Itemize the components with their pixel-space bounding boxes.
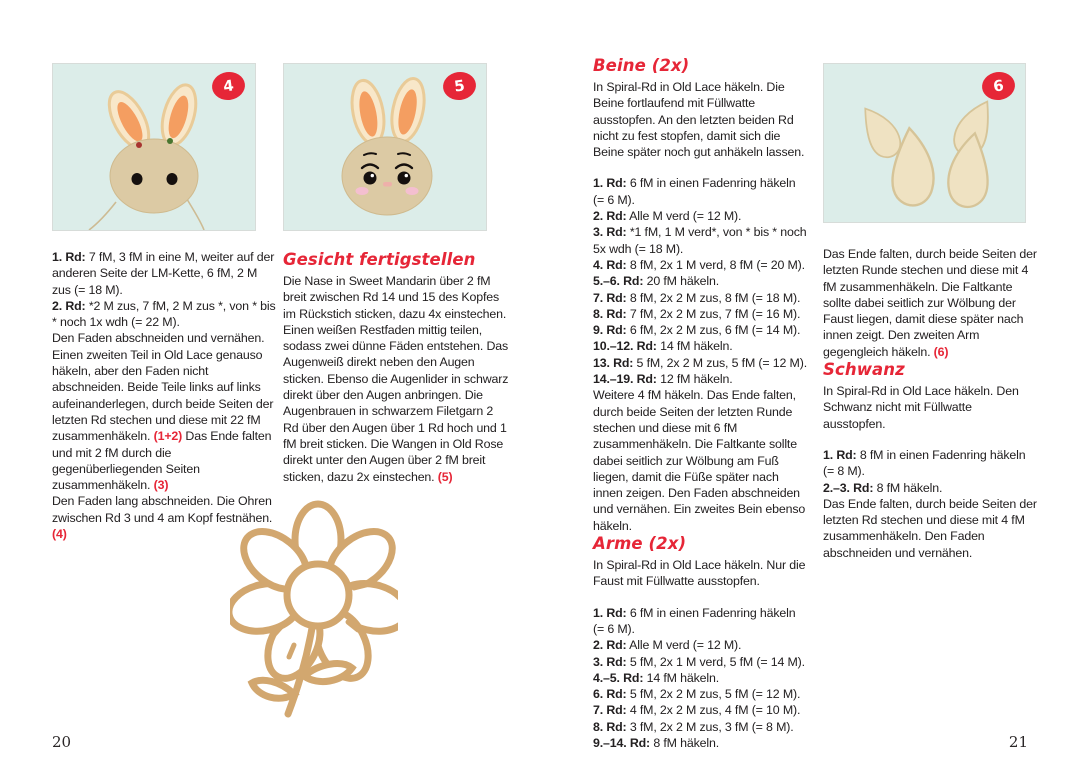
pattern-row: 2. Rd: *2 M zus, 7 fM, 2 M zus *, von * bis * noch 1x wdh (= 22 M). — [52, 298, 276, 330]
photo-bunny-head-face — [283, 63, 487, 231]
step-badge-4: 4 — [210, 70, 247, 102]
pattern-row: 1. Rd: 6 fM in einen Fadenring häkeln (= 6 M). — [593, 605, 796, 636]
column-face-finishing — [283, 250, 509, 485]
instruction-paragraph: In Spiral-Rd in Old Lace häkeln. Den Schwanz nicht mit Füllwatte ausstopfen. — [823, 384, 1019, 431]
instruction-paragraph: In Spiral-Rd in Old Lace häkeln. Nur die Faust mit Füllwatte ausstopfen. — [593, 558, 806, 589]
pattern-row: 9. Rd: 6 fM, 2x 2 M zus, 6 fM (= 14 M). — [593, 323, 801, 338]
pattern-rows-arme — [593, 605, 809, 752]
instruction-paragraph: Das Ende falten, durch beide Seiten der letzten Rd stechen und diese mit 4 fM zusammenhäkeln. Den Faden abschneiden und vernähen. — [823, 496, 1037, 560]
step-badge-6: 6 — [980, 70, 1017, 102]
pattern-row: 7. Rd: 4 fM, 2x 2 M zus, 4 fM (= 10 M). — [593, 703, 801, 718]
page-number-right: 21 — [1008, 733, 1028, 751]
pattern-row: 13. Rd: 5 fM, 2x 2 M zus, 5 fM (= 12 M). — [593, 355, 807, 370]
pattern-row: 3. Rd: *1 fM, 1 M verd*, von * bis * noch 5x wdh (= 18 M). — [593, 225, 807, 256]
section-heading-schwanz: Schwanz — [823, 360, 905, 380]
pattern-row: 5.–6. Rd: 20 fM häkeln. — [593, 274, 720, 289]
column-legs-arms — [593, 56, 809, 751]
pattern-row: 2.–3. Rd: 8 fM häkeln. — [823, 480, 943, 495]
section-heading-beine: Beine (2x) — [593, 56, 690, 75]
pattern-row: 7. Rd: 8 fM, 2x 2 M zus, 8 fM (= 18 M). — [593, 290, 801, 305]
pattern-row: 3. Rd: 5 fM, 2x 1 M verd, 5 fM (= 14 M). — [593, 654, 805, 669]
instruction-paragraph: Den Faden lang abschneiden. Die Ohren zwischen Rd 3 und 4 am Kopf festnähen. (4) — [52, 494, 273, 542]
section-heading-arme: Arme (2x) — [593, 534, 687, 554]
pattern-row: 2. Rd: Alle M verd (= 12 M). — [593, 209, 742, 224]
pattern-row: 6. Rd: 5 fM, 2x 2 M zus, 5 fM (= 12 M). — [593, 687, 801, 702]
pattern-row: 8. Rd: 3 fM, 2x 2 M zus, 3 fM (= 8 M). — [593, 719, 794, 734]
flower-illustration — [230, 500, 398, 734]
pattern-row: 14.–19. Rd: 12 fM häkeln. — [593, 372, 733, 387]
pattern-row: 4. Rd: 8 fM, 2x 1 M verd, 8 fM (= 20 M). — [593, 257, 805, 272]
pattern-row: 2. Rd: Alle M verd (= 12 M). — [593, 638, 742, 653]
pattern-row: 1. Rd: 7 fM, 3 fM in eine M, weiter auf der anderen Seite der LM-Kette, 6 fM, 2 M zus (= 18 M). — [52, 250, 275, 297]
pattern-rows-beine — [593, 175, 809, 387]
pattern-row: 9.–14. Rd: 8 fM häkeln. — [593, 735, 720, 750]
photo-bunny-head-pinned-ears — [52, 63, 256, 231]
column-ears-pattern — [52, 249, 276, 542]
pattern-row: 1. Rd: 8 fM in einen Fadenring häkeln (= 8 M). — [823, 447, 1026, 479]
step-badge-5: 5 — [441, 70, 478, 102]
instruction-paragraph: Den Faden abschneiden und vernähen. Einen zweiten Teil in Old Lace genauso häkeln, aber den Faden nicht abschneiden. Beide Teile links auf links aufeinanderlegen, durch beide Seiten der letzten Rd stechen und diese mit 22 fM zusammenhäkeln. (1+2) Das Ende falten und mit 2 fM durch die gegenüberliegenden Seiten zusammenhäkeln. (3) — [52, 331, 274, 493]
pattern-row: 1. Rd: 6 fM in einen Fadenring häkeln (= 6 M). — [593, 176, 796, 207]
instruction-paragraph: Die Nase in Sweet Mandarin über 2 fM breit zwischen Rd 14 und 15 des Kopfes im Rückstich sticken, dazu 4x einstechen. Einen weißen Restfaden mittig teilen, sodass zwei dünne Fäden entstehen. Das Augenweiß direkt neben den Augen sticken. Ebenso die Augenlider in schwarz direkt über den Augen anbringen. Die Augenbrauen in schwarzem Filetgarn 2 Rd über den Augen über 1 Rd hoch und 1 fM breit sticken. Die Wangen in Old Rose direkt unter den Augen über 2 fM breit sticken, dazu 2x einstechen. (5) — [283, 274, 509, 484]
pattern-rows-schwanz — [823, 447, 1037, 496]
instruction-paragraph: Das Ende falten, durch beide Seiten der letzten Runde stechen und diese mit 4 fM zusammenhäkeln. Die Faltkante sollte dabei seitlich zur Wölbung der Faust liegen, damit diese später nach innen zeigt. Den zweiten Arm gegengleich häkeln. (6) — [823, 247, 1037, 359]
page-number-left: 20 — [52, 733, 72, 751]
pattern-row: 10.–12. Rd: 14 fM häkeln. — [593, 339, 733, 354]
column-arm-end-tail — [823, 246, 1037, 561]
instruction-paragraph: In Spiral-Rd in Old Lace häkeln. Die Beine fortlaufend mit Füllwatte ausstopfen. An den letzten beiden Rd nicht zu fest stopfen, damit sich die Beine später noch gut anhäkeln lassen. — [593, 80, 805, 160]
instruction-paragraph: Weitere 4 fM häkeln. Das Ende falten, durch beide Seiten der letzten Runde stechen und diese mit 6 fM zusammenhäkeln. Die Faltkante sollte dabei seitlich zur Wölbung am Fuß liegen, damit die Füße später nach innen zeigen. Den Faden abschneiden und vernähen. Ein zweites Bein ebenso häkeln. — [593, 388, 806, 533]
photo-legs-and-arms — [823, 63, 1026, 223]
pattern-row: 8. Rd: 7 fM, 2x 2 M zus, 7 fM (= 16 M). — [593, 306, 801, 321]
pattern-row: 4.–5. Rd: 14 fM häkeln. — [593, 670, 720, 685]
section-heading-gesicht: Gesicht fertigstellen — [283, 250, 476, 269]
